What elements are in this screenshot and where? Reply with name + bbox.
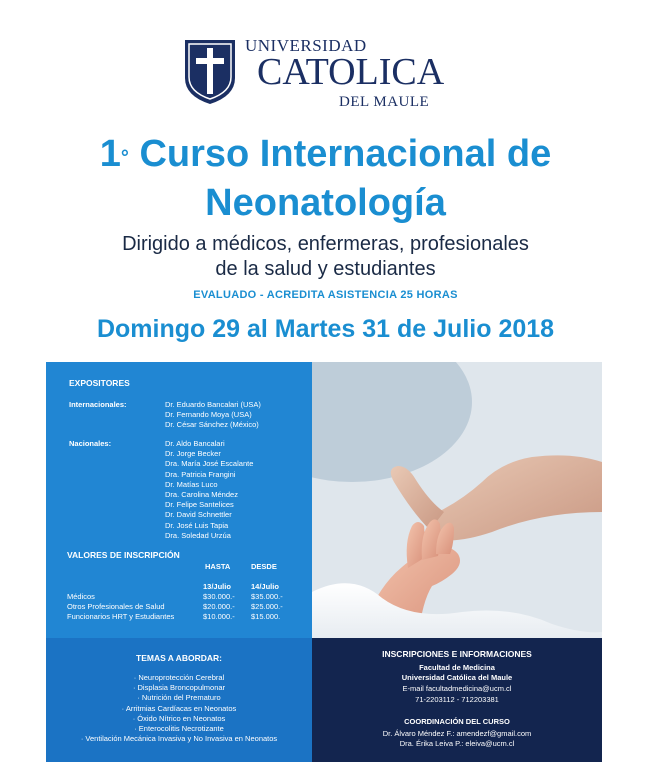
date-desde: 14/Julio	[251, 582, 279, 591]
contact-phone: 71-2203112 - 712203381	[415, 695, 499, 704]
inscripciones-heading: INSCRIPCIONES E INFORMACIONES	[382, 649, 532, 659]
course-date: Domingo 29 al Martes 31 de Julio 2018	[96, 315, 555, 343]
fee-row-label: Médicos	[67, 592, 95, 601]
speaker-item: Dr. Fernando Moya (USA)	[165, 410, 252, 420]
fee-row-hasta: $10.000.-	[203, 612, 235, 622]
topics-list	[46, 673, 312, 744]
nacionales-list	[165, 439, 253, 541]
registration-panel	[312, 638, 602, 762]
fee-row-desde: $25.000.-	[251, 602, 283, 612]
topic-item: · Neuroprotección Cerebral	[133, 673, 225, 682]
logo-text-catolica: CATOLICA	[257, 51, 445, 93]
internacionales-label: Internacionales:	[69, 400, 127, 409]
university-name: Universidad Católica del Maule	[401, 673, 513, 682]
coordinacion-heading: COORDINACIÓN DEL CURSO	[404, 717, 510, 726]
topics-panel	[46, 638, 312, 762]
topic-item: · Nutrición del Prematuro	[137, 693, 221, 703]
fee-row-label: Funcionarios HRT y Estudiantes	[67, 612, 175, 622]
speaker-item: Dr. Jorge Becker	[165, 449, 221, 459]
fee-label-col	[67, 592, 174, 623]
course-title-line2: Neonatología	[205, 182, 446, 224]
fee-row-desde: $35.000.-	[251, 592, 283, 601]
coordinator-2[interactable]: Dra. Érika Leiva P.: eleiva@ucm.cl	[399, 739, 515, 748]
fee-row-label: Otros Profesionales de Salud	[67, 602, 165, 612]
valores-heading: VALORES DE INSCRIPCIÓN	[67, 550, 180, 560]
topic-item: · Óxido Nítrico en Neonatos	[132, 713, 226, 723]
fee-row-desde: $15.000.	[251, 612, 281, 622]
topic-item: · Enterocolitis Necrotizante	[134, 724, 224, 734]
speaker-item: Dr. César Sánchez (México)	[165, 420, 259, 430]
audience-line2: de la salud y estudiantes	[215, 258, 436, 280]
baby-hand-photo	[312, 362, 602, 638]
internacionales-list	[165, 400, 261, 431]
col-hasta-header: HASTA	[205, 562, 231, 571]
speaker-item: Dra. María José Escalante	[165, 459, 254, 469]
hands-illustration	[312, 362, 602, 638]
expositores-heading: EXPOSITORES	[69, 378, 130, 388]
coordinator-1[interactable]: Dr. Álvaro Méndez F.: amendezf@gmail.com	[382, 729, 532, 738]
topic-item: · Arritmias Cardíacas en Neonatos	[121, 703, 237, 713]
logo-text-del-maule: DEL MAULE	[339, 94, 430, 110]
speaker-item: Dr. José Luis Tapia	[165, 520, 229, 530]
audience-line1: Dirigido a médicos, enfermeras, profesionales	[122, 233, 529, 255]
speakers-and-fees-panel	[46, 362, 312, 638]
contact-email[interactable]: E-mail facultadmedicina@ucm.cl	[402, 684, 512, 693]
col-desde-header: DESDE	[251, 562, 277, 571]
topic-item: · Ventilación Mecánica Invasiva y No Invasiva en Neonatos	[80, 734, 278, 744]
speaker-item: Dr. Aldo Bancalari	[165, 439, 225, 448]
temas-heading: TEMAS A ABORDAR:	[136, 653, 222, 663]
fee-hasta-col	[203, 592, 235, 623]
speaker-item: Dr. Matías Luco	[165, 479, 218, 489]
fee-row-hasta: $30.000.-	[203, 592, 235, 601]
speaker-item: Dra. Patricia Frangini	[165, 469, 236, 479]
faculty-name: Facultad de Medicina	[419, 663, 495, 672]
date-hasta: 13/Julio	[203, 582, 231, 591]
logo-text-universidad: UNIVERSIDAD	[245, 36, 367, 55]
speaker-item: Dra. Soledad Urzúa	[165, 530, 231, 540]
speaker-item: Dra. Carolina Méndez	[165, 489, 238, 499]
fee-desde-col	[251, 592, 283, 623]
fee-row-hasta: $20.000.-	[203, 602, 235, 612]
speaker-item: Dr. Felipe Santelices	[165, 500, 234, 510]
nacionales-label: Nacionales:	[69, 439, 112, 448]
speaker-item: Dr. Eduardo Bancalari (USA)	[165, 400, 261, 409]
university-shield-logo	[183, 38, 237, 106]
course-title-line1: 1° Curso Internacional de	[99, 133, 552, 175]
evaluation-note: EVALUADO - ACREDITA ASISTENCIA 25 HORAS	[193, 289, 458, 301]
topic-item: · Displasia Broncopulmonar	[132, 683, 226, 693]
speaker-item: Dr. David Schnettler	[165, 510, 232, 520]
